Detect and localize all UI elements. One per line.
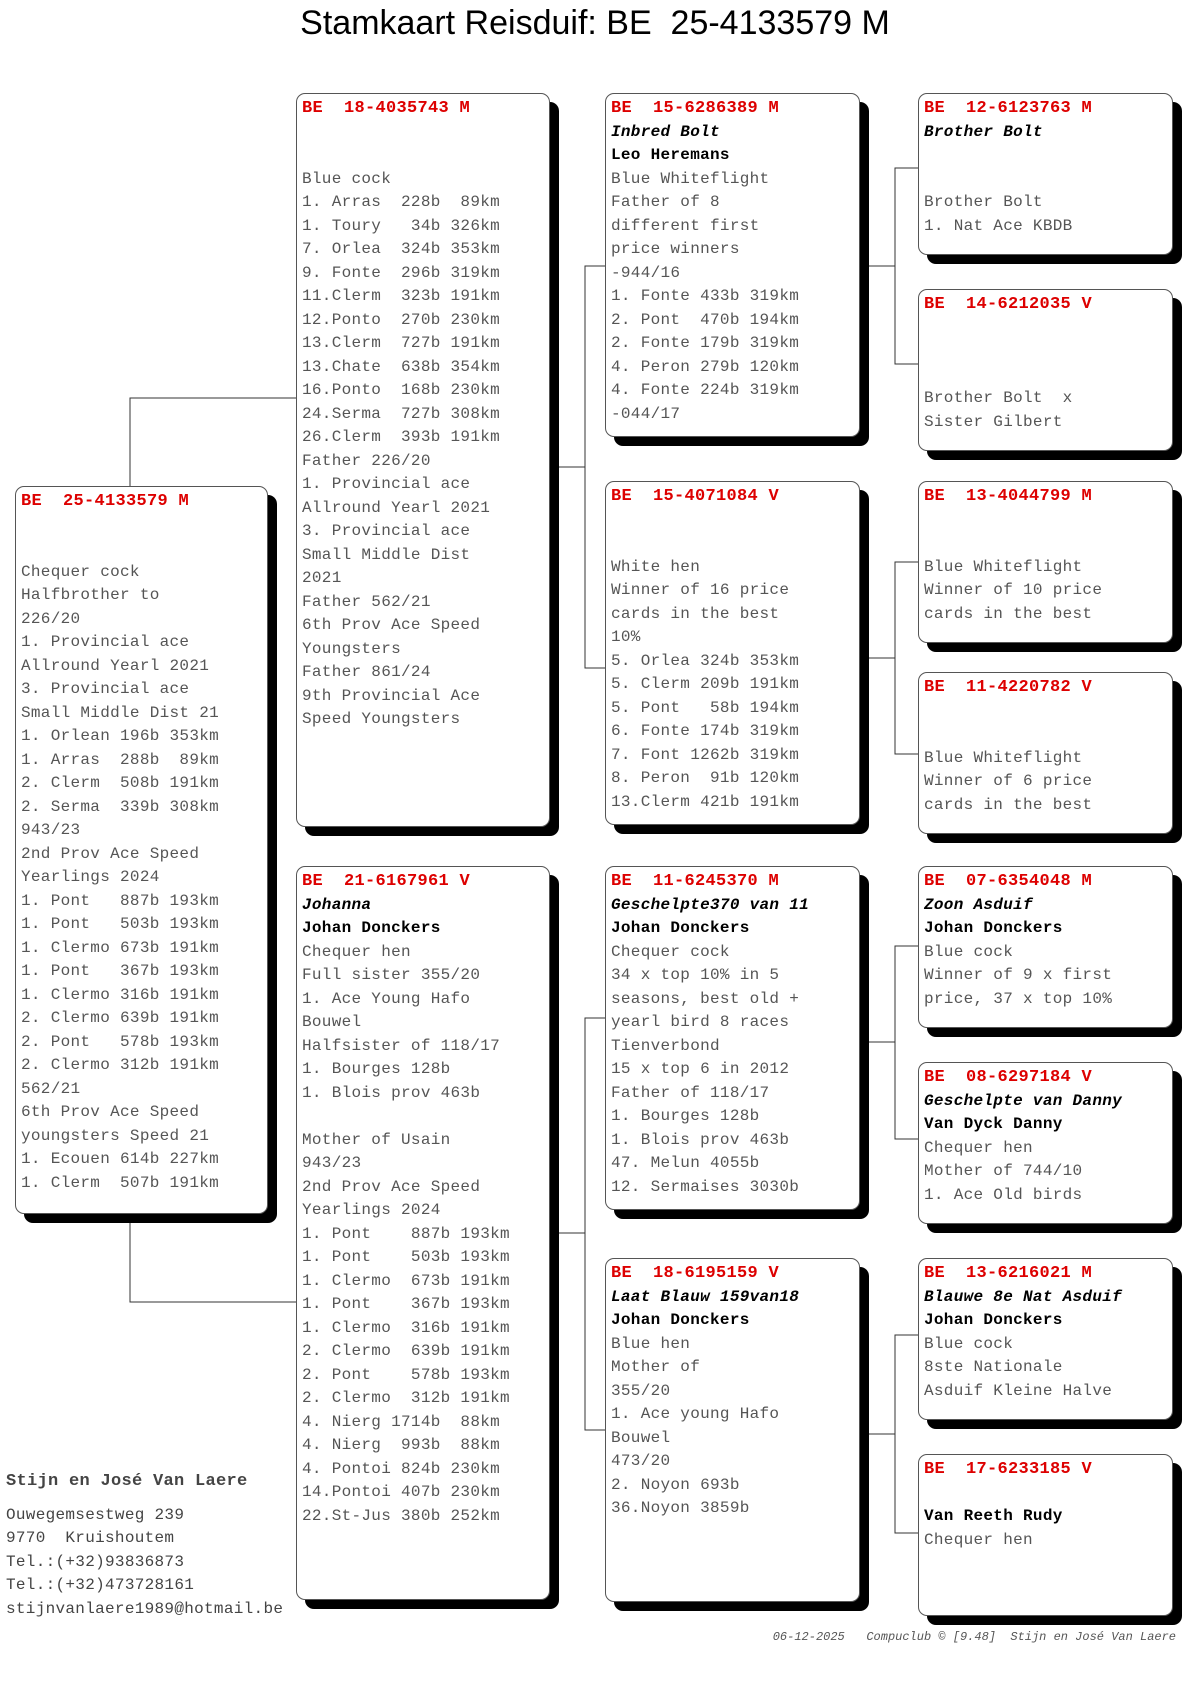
- pigeon-info-line: Father 226/20: [302, 451, 431, 470]
- pigeon-info-line: 6th Prov Ace Speed: [21, 1103, 200, 1121]
- pigeon-info-line: 1. Blois prov 463b: [302, 1083, 481, 1102]
- pigeon-info-line: 2nd Prov Ace Speed: [302, 1177, 481, 1196]
- pigeon-info-line: Halfsister of 118/17: [302, 1036, 501, 1055]
- ring-number: BE 12-6123763 M: [924, 99, 1093, 118]
- pigeon-info-line: 2. Clermo 639b 191km: [302, 1342, 510, 1360]
- pigeon-info-line: 12.Ponto 270b 230km: [302, 310, 501, 329]
- pigeon-info-line: 34 x top 10% in 5: [611, 966, 780, 984]
- ring-number: BE 11-6245370 M: [611, 872, 780, 891]
- pigeon-info-line: 1. Arras 228b 89km: [302, 193, 501, 211]
- pigeon-info-line: 943/23: [302, 1154, 362, 1172]
- pigeon-info-line: 36.Noyon 3859b: [611, 1499, 750, 1517]
- pigeon-info-line: [924, 509, 1172, 533]
- pigeon-info-line: 1. Toury 34b 326km: [302, 216, 501, 235]
- pigeon-card-ss-sire: [918, 93, 1173, 255]
- pigeon-card-dam-sire: [605, 866, 860, 1210]
- pigeon-info-line: 2. Clermo 312b 191km: [21, 1056, 220, 1074]
- pigeon-info-line: 1. Arras 288b 89km: [21, 750, 220, 769]
- pigeon-info-line: 15 x top 6 in 2012: [611, 1060, 790, 1078]
- pigeon-info-line: Chequer cock: [611, 942, 730, 961]
- pigeon-card-sd-sire: [918, 481, 1173, 643]
- pigeon-card-subject: [15, 486, 268, 1214]
- owner-phone: Tel.:(+32)473728161: [6, 1576, 195, 1594]
- connector-ss: [895, 168, 918, 364]
- pigeon-info-line: [302, 1105, 549, 1129]
- pigeon-info-line: Father 562/21: [302, 592, 431, 611]
- owner-address: Ouwegemsestweg 239: [6, 1505, 185, 1524]
- breeder-name: Johan Donckers: [611, 919, 750, 937]
- page-title: Stamkaart Reisduif: BE 25-4133579 M: [300, 4, 890, 42]
- pigeon-info-line: 1. Clermo 673b 191km: [302, 1271, 510, 1290]
- pigeon-info-line: [611, 509, 859, 533]
- pigeon-info-line: Chequer cock: [21, 562, 140, 581]
- pigeon-info-line: Winner of 6 price: [924, 772, 1093, 790]
- pigeon-info-line: Brother Bolt: [924, 193, 1043, 211]
- pigeon-info-line: Allround Yearl 2021: [21, 656, 210, 675]
- pigeon-info-line: 4. Peron 279b 120km: [611, 357, 800, 376]
- pigeon-info-line: 9th Provincial Ace: [302, 686, 481, 705]
- pigeon-info-line: 4. Nierg 993b 88km: [302, 1436, 501, 1454]
- breeder-name: Leo Heremans: [611, 146, 730, 164]
- pigeon-info-line: 1. Clermo 673b 191km: [21, 938, 220, 957]
- pigeon-info-line: [924, 168, 1172, 192]
- footer-credit: 06-12-2025 Compuclub © [9.48] Stijn en José Van Laere: [772, 1630, 1176, 1644]
- pigeon-info-line: [924, 364, 1172, 388]
- pigeon-info-line: Bouwel: [302, 1013, 362, 1031]
- pigeon-info-line: 1. Clerm 507b 191km: [21, 1173, 220, 1192]
- ring-number: BE 21-6167961 V: [302, 872, 471, 891]
- pigeon-info-line: 1. Pont 367b 193km: [21, 962, 220, 980]
- pigeon-info-line: Blue Whiteflight: [611, 169, 770, 188]
- breeder-name: Johan Donckers: [924, 1311, 1063, 1329]
- ring-number: BE 07-6354048 M: [924, 872, 1093, 891]
- pigeon-info-line: [924, 144, 1172, 168]
- pigeon-info-line: 2. Fonte 179b 319km: [611, 334, 800, 352]
- pigeon-card-dam-dam: [605, 1258, 860, 1602]
- pigeon-info-line: 16.Ponto 168b 230km: [302, 381, 501, 399]
- pigeon-info-line: Father of 8: [611, 193, 720, 211]
- pigeon-info-line: Blue cock: [924, 942, 1014, 961]
- ring-number: BE 11-4220782 V: [924, 678, 1093, 697]
- pigeon-info-line: 1. Pont 887b 193km: [21, 891, 220, 910]
- pigeon-info-line: 6. Fonte 174b 319km: [611, 722, 800, 740]
- pigeon-info-line: Full sister 355/20: [302, 966, 481, 984]
- pigeon-info-line: [302, 121, 549, 145]
- pigeon-info-line: Tienverbond: [611, 1036, 720, 1055]
- pigeon-info-line: 13.Chate 638b 354km: [302, 357, 501, 376]
- pigeon-name: Geschelpte370 van 11: [611, 895, 810, 914]
- pigeon-info-line: [924, 1482, 1172, 1506]
- pigeon-info-line: [21, 537, 267, 561]
- pigeon-info-line: [924, 340, 1172, 364]
- pigeon-info-line: cards in the best: [924, 604, 1093, 623]
- pigeon-info-line: 1. Blois prov 463b: [611, 1130, 790, 1149]
- pigeon-info-line: 1. Ace young Hafo: [611, 1405, 780, 1423]
- pigeon-info-line: cards in the best: [611, 604, 780, 623]
- pigeon-card-ds-sire: [918, 866, 1173, 1028]
- pigeon-info-line: [924, 317, 1172, 341]
- connector-sire: [585, 266, 605, 668]
- pigeon-info-line: 13.Clerm 421b 191km: [611, 792, 800, 811]
- pigeon-name: Geschelpte van Danny: [924, 1091, 1123, 1110]
- pigeon-info-line: 3. Provincial ace: [21, 680, 190, 698]
- pigeon-info-line: 13.Clerm 727b 191km: [302, 334, 501, 352]
- pigeon-info-line: Mother of: [611, 1358, 701, 1376]
- pigeon-info-line: 4. Fonte 224b 319km: [611, 381, 800, 399]
- pigeon-info-line: 5. Orlea 324b 353km: [611, 651, 800, 670]
- pigeon-info-line: 1. Bourges 128b: [302, 1060, 451, 1078]
- pigeon-info-line: 1. Ace Young Hafo: [302, 989, 471, 1008]
- pigeon-info-line: 26.Clerm 393b 191km: [302, 428, 501, 446]
- pigeon-info-line: 1. Fonte 433b 319km: [611, 287, 800, 305]
- pigeon-info-line: Father 861/24: [302, 663, 431, 681]
- pigeon-name: Laat Blauw 159van18: [611, 1287, 800, 1306]
- ring-number: BE 13-4044799 M: [924, 487, 1093, 506]
- pigeon-card-ss-dam: [918, 289, 1173, 451]
- pigeon-info-line: 12. Sermaises 3030b: [611, 1177, 800, 1196]
- ring-number: BE 15-6286389 M: [611, 99, 780, 118]
- pigeon-info-line: 1. Pont 503b 193km: [302, 1248, 510, 1266]
- pigeon-info-line: 1. Nat Ace KBDB: [924, 216, 1073, 235]
- pigeon-info-line: 2. Noyon 693b: [611, 1475, 740, 1494]
- pigeon-info-line: 14.Pontoi 407b 230km: [302, 1483, 501, 1501]
- pigeon-info-line: 2. Clermo 312b 191km: [302, 1389, 510, 1407]
- pigeon-info-line: 1. Clermo 316b 191km: [302, 1318, 510, 1337]
- pigeon-info-line: 10%: [611, 628, 641, 646]
- pigeon-info-line: price winners: [611, 240, 740, 258]
- pigeon-card-dd-sire: [918, 1258, 1173, 1420]
- pigeon-info-line: Blue cock: [924, 1334, 1014, 1353]
- pigeon-info-line: White hen: [611, 557, 701, 576]
- pigeon-info-line: Brother Bolt x: [924, 389, 1073, 407]
- pigeon-info-line: yearl bird 8 races: [611, 1013, 790, 1031]
- pigeon-info-line: Allround Yearl 2021: [302, 498, 491, 517]
- pigeon-info-line: 473/20: [611, 1452, 671, 1470]
- connector-subject: [130, 1214, 296, 1302]
- connector-subject: [130, 398, 296, 486]
- ring-number: BE 25-4133579 M: [21, 492, 190, 511]
- pigeon-info-line: Winner of 10 price: [924, 581, 1103, 599]
- pigeon-info-line: 2. Pont 578b 193km: [302, 1365, 510, 1384]
- pigeon-info-line: [924, 723, 1172, 747]
- pigeon-info-line: Father of 118/17: [611, 1083, 770, 1102]
- pigeon-info-line: 2021: [302, 569, 342, 587]
- ring-number: BE 14-6212035 V: [924, 295, 1093, 314]
- pigeon-info-line: Mother of 744/10: [924, 1162, 1083, 1180]
- pigeon-info-line: 5. Clerm 209b 191km: [611, 675, 800, 693]
- pigeon-info-line: 1. Pont 503b 193km: [21, 915, 220, 933]
- pigeon-info-line: cards in the best: [924, 795, 1093, 814]
- pigeon-info-line: Blue hen: [611, 1334, 691, 1353]
- pigeon-info-line: 1. Pont 887b 193km: [302, 1224, 510, 1243]
- pigeon-info-line: Small Middle Dist 21: [21, 703, 220, 722]
- pigeon-info-line: 2. Serma 339b 308km: [21, 797, 220, 816]
- pigeon-info-line: Blue Whiteflight: [924, 748, 1083, 767]
- pigeon-name: Zoon Asduif: [924, 895, 1033, 914]
- pigeon-info-line: 1. Clermo 316b 191km: [21, 985, 220, 1004]
- pigeon-info-line: 7. Font 1262b 319km: [611, 745, 800, 764]
- breeder-name: Van Dyck Danny: [924, 1115, 1063, 1133]
- breeder-name: Johan Donckers: [302, 919, 441, 937]
- pigeon-card-sire-dam: [605, 481, 860, 825]
- connector-ds: [895, 946, 918, 1139]
- pigeon-info-line: 7. Orlea 324b 353km: [302, 240, 501, 258]
- pigeon-info-line: 47. Melun 4055b: [611, 1154, 760, 1172]
- pigeon-info-line: Asduif Kleine Halve: [924, 1381, 1113, 1400]
- breeder-name: Van Reeth Rudy: [924, 1507, 1063, 1525]
- ring-number: BE 18-6195159 V: [611, 1264, 780, 1283]
- pigeon-info-line: 4. Nierg 1714b 88km: [302, 1412, 501, 1431]
- pigeon-card-dam: [296, 866, 550, 1600]
- pigeon-info-line: Blue Whiteflight: [924, 557, 1083, 576]
- pigeon-info-line: [302, 144, 549, 168]
- pigeon-info-line: Chequer hen: [302, 942, 411, 961]
- owner-info: [6, 1470, 283, 1621]
- ring-number: BE 08-6297184 V: [924, 1068, 1093, 1087]
- pigeon-card-dd-dam: [918, 1454, 1173, 1616]
- pigeon-info-line: seasons, best old +: [611, 989, 800, 1008]
- pigeon-info-line: Mother of Usain: [302, 1130, 451, 1149]
- pigeon-info-line: 2. Pont 578b 193km: [21, 1032, 220, 1051]
- pigeon-info-line: 4. Pontoi 824b 230km: [302, 1459, 501, 1478]
- pigeon-info-line: 2. Clermo 639b 191km: [21, 1009, 220, 1027]
- connector-sd: [895, 562, 918, 754]
- pigeon-info-line: youngsters Speed 21: [21, 1126, 210, 1145]
- owner-email: stijnvanlaere1989@hotmail.be: [6, 1599, 284, 1618]
- pigeon-info-line: 1. Provincial ace: [21, 633, 190, 651]
- breeder-name: Johan Donckers: [611, 1311, 750, 1329]
- pigeon-info-line: 1. Provincial ace: [302, 475, 471, 493]
- pigeon-info-line: 5. Pont 58b 194km: [611, 698, 800, 717]
- pigeon-info-line: 562/21: [21, 1079, 81, 1098]
- pigeon-info-line: 1. Ace Old birds: [924, 1185, 1083, 1204]
- pigeon-name: Johanna: [302, 895, 372, 914]
- pigeon-info-line: 355/20: [611, 1381, 671, 1400]
- pigeon-info-line: 8. Peron 91b 120km: [611, 769, 800, 787]
- pigeon-info-line: 22.St-Jus 380b 252km: [302, 1506, 501, 1525]
- connector-dam: [585, 1018, 605, 1430]
- pigeon-info-line: Sister Gilbert: [924, 412, 1063, 431]
- pigeon-info-line: [611, 532, 859, 556]
- pigeon-info-line: Youngsters: [302, 639, 402, 658]
- pigeon-info-line: 11.Clerm 323b 191km: [302, 287, 501, 305]
- pigeon-info-line: 1. Ecouen 614b 227km: [21, 1150, 220, 1168]
- pigeon-name: Inbred Bolt: [611, 122, 720, 141]
- pigeon-card-sire-sire: [605, 93, 860, 437]
- pigeon-info-line: Chequer hen: [924, 1530, 1033, 1549]
- pigeon-info-line: Winner of 9 x first: [924, 966, 1113, 984]
- pigeon-info-line: Chequer hen: [924, 1138, 1033, 1157]
- pigeon-info-line: -944/16: [611, 263, 681, 282]
- breeder-name: Johan Donckers: [924, 919, 1063, 937]
- pigeon-info-line: Yearlings 2024: [21, 868, 160, 886]
- pigeon-info-line: Halfbrother to: [21, 586, 160, 604]
- pigeon-info-line: Blue cock: [302, 169, 392, 188]
- pigeon-info-line: 9. Fonte 296b 319km: [302, 263, 501, 282]
- pigeon-info-line: 1. Orlean 196b 353km: [21, 727, 220, 745]
- pigeon-info-line: 2. Pont 470b 194km: [611, 310, 800, 329]
- pigeon-card-ds-dam: [918, 1062, 1173, 1224]
- pigeon-info-line: [21, 514, 267, 538]
- pigeon-info-line: 226/20: [21, 609, 81, 628]
- pigeon-info-line: -044/17: [611, 404, 681, 423]
- connector-dd: [895, 1335, 918, 1533]
- pigeon-info-line: Speed Youngsters: [302, 710, 461, 728]
- pigeon-card-sd-dam: [918, 672, 1173, 834]
- pigeon-info-line: price, 37 x top 10%: [924, 989, 1113, 1008]
- pigeon-info-line: [924, 532, 1172, 556]
- pigeon-info-line: different first: [611, 216, 760, 235]
- pigeon-info-line: 6th Prov Ace Speed: [302, 616, 481, 634]
- pigeon-info-line: 8ste Nationale: [924, 1358, 1063, 1376]
- pigeon-info-line: 24.Serma 727b 308km: [302, 404, 501, 423]
- owner-name: Stijn en José Van Laere: [6, 1472, 248, 1491]
- ring-number: BE 13-6216021 M: [924, 1264, 1093, 1283]
- ring-number: BE 15-4071084 V: [611, 487, 780, 506]
- owner-city: 9770 Kruishoutem: [6, 1529, 175, 1547]
- pigeon-info-line: 943/23: [21, 821, 81, 839]
- pigeon-card-sire: [296, 93, 550, 827]
- pigeon-info-line: Small Middle Dist: [302, 545, 471, 564]
- ring-number: BE 18-4035743 M: [302, 99, 471, 118]
- pigeon-info-line: 1. Pont 367b 193km: [302, 1295, 510, 1313]
- pigeon-info-line: 2nd Prov Ace Speed: [21, 844, 200, 863]
- pigeon-info-line: 2. Clerm 508b 191km: [21, 774, 220, 792]
- pigeon-name: Brother Bolt: [924, 122, 1043, 141]
- pigeon-info-line: [924, 700, 1172, 724]
- pigeon-name: Blauwe 8e Nat Asduif: [924, 1287, 1123, 1306]
- pigeon-info-line: Bouwel: [611, 1428, 671, 1447]
- pigeon-info-line: 3. Provincial ace: [302, 522, 471, 540]
- ring-number: BE 17-6233185 V: [924, 1460, 1093, 1479]
- pigeon-info-line: 1. Bourges 128b: [611, 1107, 760, 1125]
- pigeon-info-line: Winner of 16 price: [611, 581, 790, 599]
- pigeon-info-line: Yearlings 2024: [302, 1201, 441, 1219]
- owner-phone: Tel.:(+32)93836873: [6, 1552, 185, 1571]
